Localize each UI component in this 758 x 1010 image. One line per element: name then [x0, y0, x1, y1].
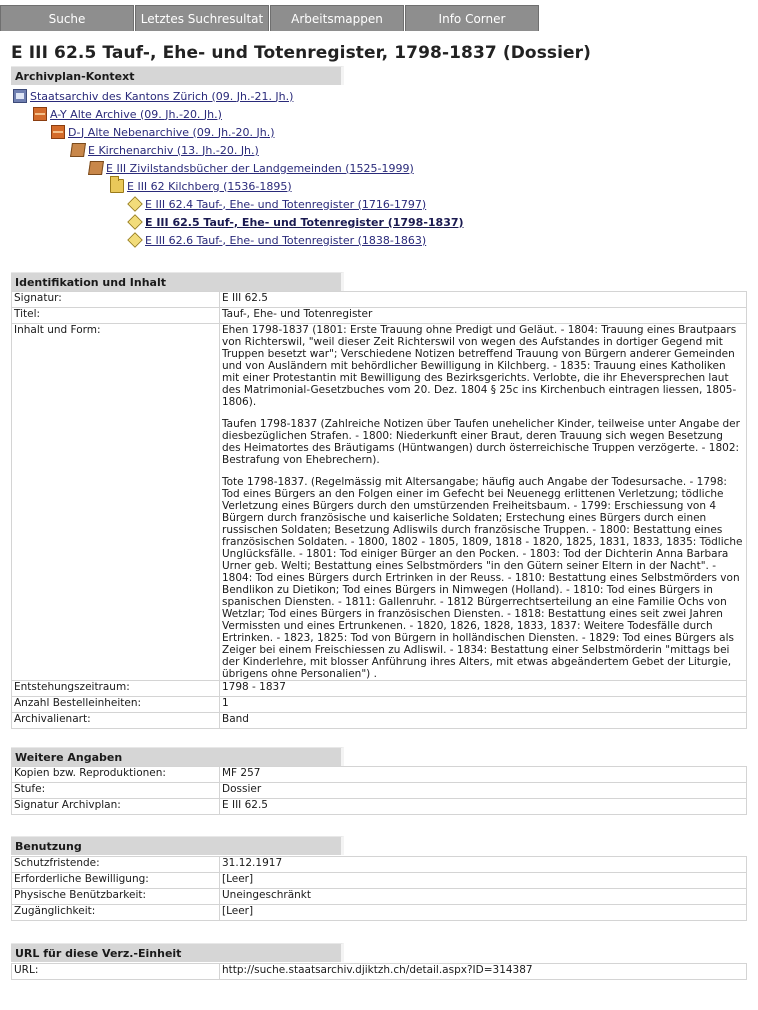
field-label: Zugänglichkeit: — [12, 905, 220, 921]
bestell-value: 1 — [220, 697, 747, 713]
titel-value: Tauf-, Ehe- und Totenregister — [220, 308, 747, 324]
tree-link-kilchberg[interactable]: E III 62 Kilchberg (1536-1895) — [127, 179, 292, 193]
field-label: Erforderliche Bewilligung: — [12, 873, 220, 889]
table-row — [12, 783, 747, 799]
field-label: Inhalt und Form: — [12, 324, 220, 681]
table-row — [12, 905, 747, 921]
field-label: Archivalienart: — [12, 713, 220, 729]
field-label: Signatur Archivplan: — [12, 799, 220, 815]
inhalt-value — [220, 324, 747, 681]
tree-link-62-5-current[interactable]: E III 62.5 Tauf-, Ehe- und Totenregister (1798-1837) — [145, 215, 464, 229]
archive-icon — [51, 125, 65, 139]
tree-link-62-4[interactable]: E III 62.4 Tauf-, Ehe- und Totenregister (1716-1797) — [145, 197, 427, 211]
signatur-value: E III 62.5 — [220, 292, 747, 308]
table-row — [12, 324, 747, 681]
field-label: Signatur: — [12, 292, 220, 308]
page-title: E III 62.5 Tauf-, Ehe- und Totenregister, 1798-1837 (Dossier) — [11, 43, 592, 63]
top-nav — [0, 5, 540, 31]
box-icon — [70, 143, 86, 157]
table-row — [12, 964, 747, 980]
table-row — [12, 308, 747, 324]
section-heading-archivplan: Archivplan-Kontext — [11, 66, 344, 85]
url-value[interactable]: http://suche.staatsarchiv.djiktzh.ch/detail.aspx?ID=314387 — [220, 964, 747, 980]
tab-info-corner[interactable]: Info Corner — [405, 5, 539, 31]
field-label: Titel: — [12, 308, 220, 324]
field-label: Entstehungszeitraum: — [12, 681, 220, 697]
table-row — [12, 857, 747, 873]
dossier-icon — [127, 196, 142, 211]
table-row — [12, 889, 747, 905]
tree-link-nebenarchive[interactable]: D-J Alte Nebenarchive (09. Jh.-20. Jh.) — [68, 125, 275, 139]
schutzfrist-value: 31.12.1917 — [220, 857, 747, 873]
field-label: Physische Benützbarkeit: — [12, 889, 220, 905]
signatur-archivplan-value: E III 62.5 — [220, 799, 747, 815]
tree-item-kirchenarchiv — [71, 142, 259, 158]
table-row — [12, 292, 747, 308]
url-table — [11, 963, 747, 980]
tree-link-alte-archive[interactable]: A-Y Alte Archive (09. Jh.-20. Jh.) — [50, 107, 222, 121]
box-icon — [88, 161, 104, 175]
inhalt-paragraph-tote: Tote 1798-1837. (Regelmässig mit Altersangabe; häufig auch Angabe der Todesursache. - 1798: Tod eines Bürgers an den Folgen einer im Gefecht bei Neuenegg erlittenen Verletzung; tödliche Verletzung eines Bürgers durch den umstürzenden Freiheitsbaum. - 1799: Erschiessung von 4 Bürgern durch französische und kaiserliche Soldaten; Erstechung eines Bürgers durch einen russischen Soldaten; Besetzung Adliswils durch französische Truppen. - 1800: Bestattung eines französischen Soldaten. - 1800, 1802 - 1805, 1809, 1818 - 1820, 1825, 1831, 1833, 1835: Tödliche Unglücksfälle. - 1801: Tod einiger Bürger an den Pocken. - 1803: Tod der Dichterin Anna Barbara Urner geb. Welti; Bestattung eines Selbstmörders "in den Gütern seiner Eltern in der Nacht". - 1804: Tod eines Bürgers durch Ertrinken in der Reuss. - 1810: Bestattung eines Selbstmörders von Bendlikon zu Dietikon; Tod eines Bürgers in Nimwegen (Holland). - 1810: Tod eines Bürgers in spanischen Diensten. - 1811: Gallenruhr. - 1812 Bürgerrechtserteilung an eine Familie Ochs von Wetzlar; Tod eines Bürgers in französischen Diensten. - 1818: Bestattung eines seit zwei Jahren Vermissten und eines Ertrunkenen. - 1820, 1826, 1828, 1833, 1837: Weitere Todesfälle durch Ertrinken. - 1823, 1825: Tod von Bürgern in holländischen Diensten. - 1829: Tod eines Bürgers als Zeiger bei einem Freischiessen zu Adliswil. - 1834: Bestattung einer Selbstmörderin "mittags bei der Kinderlehre, mit blosser Anführung ihres Alters, mit etwas abgeändertem Gebet der Liturgie, übrigens ohne Personalien") . — [222, 476, 743, 680]
bewilligung-value: [Leer] — [220, 873, 747, 889]
section-heading-weitere: Weitere Angaben — [11, 747, 344, 766]
section-heading-identifikation: Identifikation und Inhalt — [11, 272, 344, 291]
section-heading-url: URL für diese Verz.-Einheit — [11, 943, 344, 962]
weitere-table — [11, 766, 747, 815]
tree-link-zivilstandsbuecher[interactable]: E III Zivilstandsbücher der Landgemeinden (1525-1999) — [106, 161, 414, 175]
table-row — [12, 767, 747, 783]
field-label: Schutzfristende: — [12, 857, 220, 873]
field-label: URL: — [12, 964, 220, 980]
table-row — [12, 697, 747, 713]
inhalt-paragraph-taufen: Taufen 1798-1837 (Zahlreiche Notizen über Taufen unehelicher Kinder, teilweise unter Angabe der diesbezüglichen Strafen. - 1800: Niederkunft einer Braut, deren Trauung sich wegen Besetzung des Heimatortes des Bräutigams (Hüntwangen) durch österreichische Truppen verzögerte. - 1802: Bestrafung von Ehebrechern). — [222, 418, 740, 466]
stufe-value: Dossier — [220, 783, 747, 799]
kopien-value: MF 257 — [220, 767, 747, 783]
benutzung-table — [11, 856, 747, 921]
identifikation-table — [11, 291, 747, 729]
tree-link-kirchenarchiv[interactable]: E Kirchenarchiv (13. Jh.-20. Jh.) — [88, 143, 259, 157]
table-row — [12, 799, 747, 815]
tree-item-zivilstandsbuecher — [89, 160, 414, 176]
tree-item-62-4 — [128, 196, 426, 212]
tree-item-staatsarchiv — [13, 88, 293, 104]
art-value: Band — [220, 713, 747, 729]
tab-letztes-suchresultat[interactable]: Letztes Suchresultat — [135, 5, 269, 31]
table-row — [12, 681, 747, 697]
zugaenglichkeit-value: [Leer] — [220, 905, 747, 921]
dossier-icon — [127, 232, 142, 247]
dossier-icon — [127, 214, 142, 229]
archive-icon — [33, 107, 47, 121]
field-label: Stufe: — [12, 783, 220, 799]
tree-link-62-6[interactable]: E III 62.6 Tauf-, Ehe- und Totenregister (1838-1863) — [145, 233, 427, 247]
tree-item-alte-archive — [33, 106, 222, 122]
entstehung-value: 1798 - 1837 — [220, 681, 747, 697]
table-row — [12, 713, 747, 729]
section-heading-benutzung: Benutzung — [11, 836, 344, 855]
tab-suche[interactable]: Suche — [0, 5, 134, 31]
field-label: Kopien bzw. Reproduktionen: — [12, 767, 220, 783]
physisch-value: Uneingeschränkt — [220, 889, 747, 905]
tree-item-kilchberg — [110, 178, 292, 194]
folder-icon — [110, 179, 124, 193]
inhalt-paragraph-ehen: Ehen 1798-1837 (1801: Erste Trauung ohne Predigt und Geläut. - 1804: Trauung eines Brautpaars von Richterswil, "weil dieser Zeit Richterswil von wegen des Aufstandes in dortiger Gegend mit Truppen besetzt war"; Verschiedene Notizen betreffend Trauung von Bürgern anderer Gemeinden und von Ausländern mit behördlicher Bewilligung in Kilchberg. - 1835: Trauung eines Katholiken mit einer Protestantin mit Bewilligung des Bezirksgerichts. Verlobte, die ihr Eheversprechen laut des Matrimonial-Gesetzbuches vom 20. Dez. 1804 § 25c ins Kirchenbuch eintragen liessen, 1805-1806). — [222, 324, 737, 408]
tree-item-62-5 — [128, 214, 464, 230]
archive-root-icon — [13, 89, 27, 103]
tree-item-nebenarchive — [51, 124, 275, 140]
tab-arbeitsmappen[interactable]: Arbeitsmappen — [270, 5, 404, 31]
table-row — [12, 873, 747, 889]
field-label: Anzahl Bestelleinheiten: — [12, 697, 220, 713]
tree-item-62-6 — [128, 232, 426, 248]
tree-link-staatsarchiv[interactable]: Staatsarchiv des Kantons Zürich (09. Jh.-21. Jh.) — [30, 89, 294, 103]
